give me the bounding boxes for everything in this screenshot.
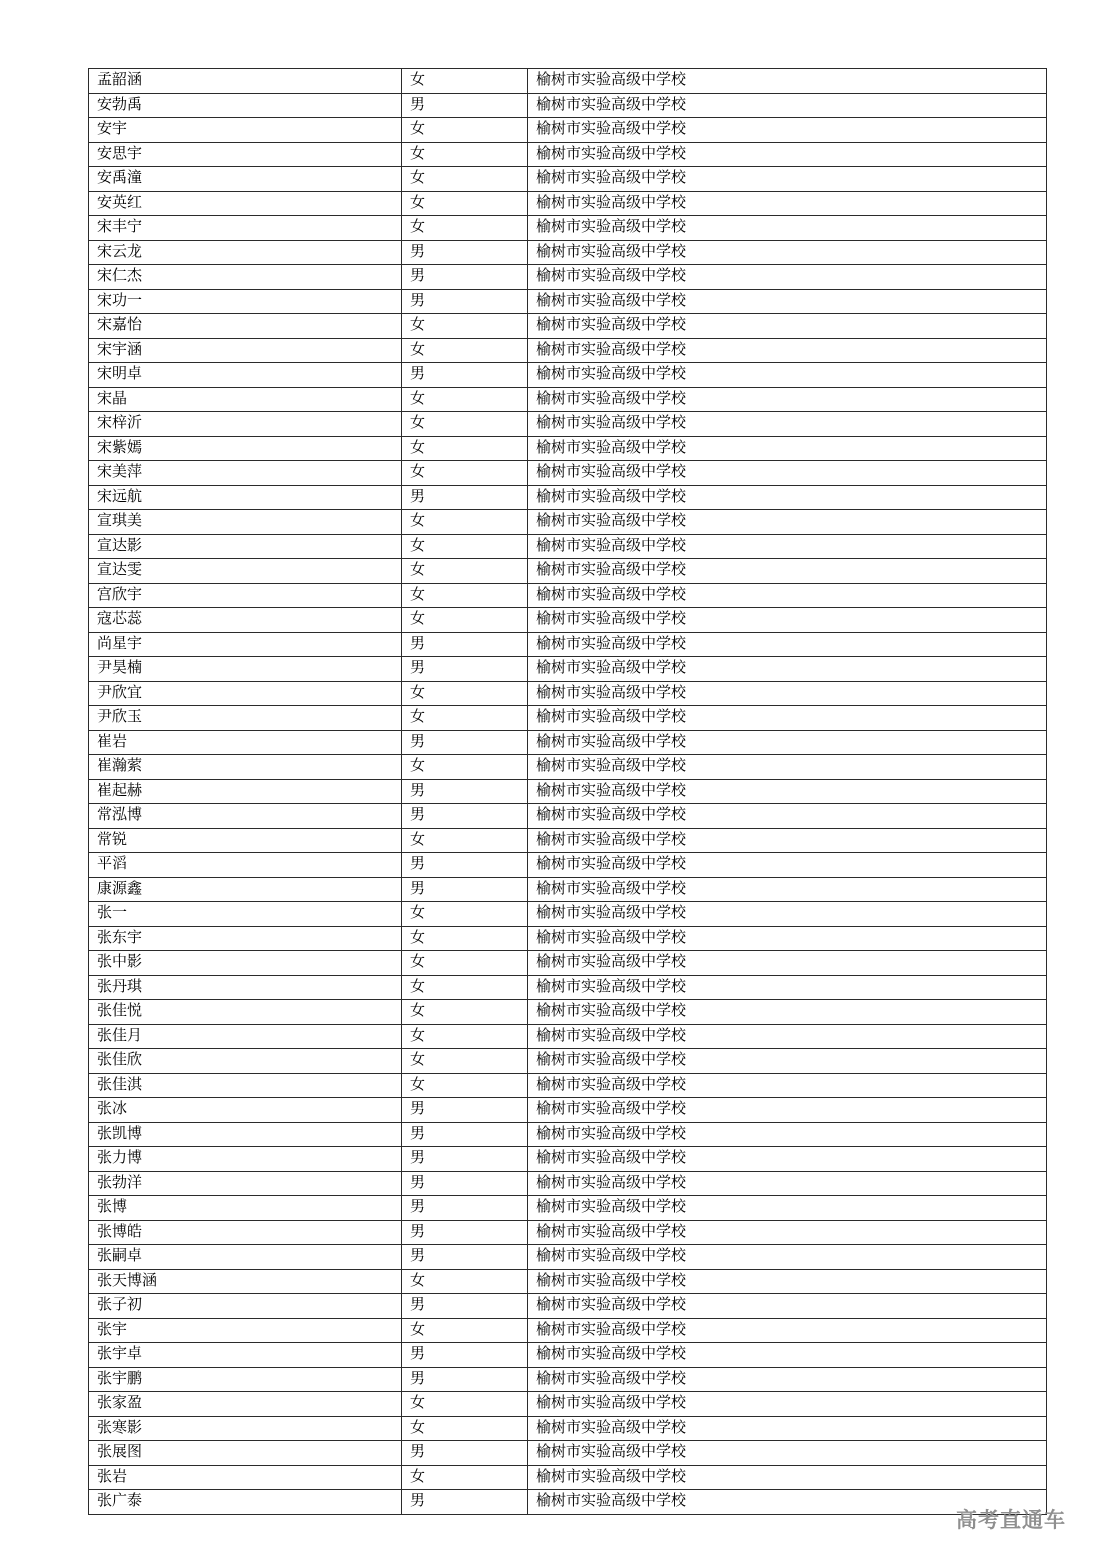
student-name-cell: 康源鑫 [89,877,402,902]
student-gender-cell: 男 [402,1220,528,1245]
student-school-cell: 榆树市实验高级中学校 [528,1343,1047,1368]
student-gender-cell: 女 [402,118,528,143]
student-name-cell: 安英红 [89,191,402,216]
table-row [89,1171,1047,1196]
watermark-text: 高考直通车 [956,1509,1066,1532]
table-row [89,951,1047,976]
table-row [89,828,1047,853]
table-row [89,779,1047,804]
table-row [89,1122,1047,1147]
student-school-cell: 榆树市实验高级中学校 [528,681,1047,706]
student-name-cell: 张东宇 [89,926,402,951]
student-school-cell: 榆树市实验高级中学校 [528,853,1047,878]
student-name-cell: 安禹潼 [89,167,402,192]
student-school-cell: 榆树市实验高级中学校 [528,265,1047,290]
student-gender-cell: 女 [402,461,528,486]
student-gender-cell: 女 [402,681,528,706]
student-name-cell: 张子初 [89,1294,402,1319]
student-name-cell: 张勃洋 [89,1171,402,1196]
student-school-cell: 榆树市实验高级中学校 [528,534,1047,559]
student-school-cell: 榆树市实验高级中学校 [528,289,1047,314]
student-gender-cell: 男 [402,93,528,118]
student-name-cell: 宣达雯 [89,559,402,584]
table-row [89,1441,1047,1466]
student-school-cell: 榆树市实验高级中学校 [528,951,1047,976]
student-gender-cell: 男 [402,853,528,878]
table-row [89,93,1047,118]
student-gender-cell: 女 [402,412,528,437]
student-school-cell: 榆树市实验高级中学校 [528,387,1047,412]
student-gender-cell: 女 [402,1392,528,1417]
student-name-cell: 张寒影 [89,1416,402,1441]
table-row [89,1392,1047,1417]
student-school-cell: 榆树市实验高级中学校 [528,632,1047,657]
student-gender-cell: 女 [402,706,528,731]
student-school-cell: 榆树市实验高级中学校 [528,559,1047,584]
student-school-cell: 榆树市实验高级中学校 [528,1147,1047,1172]
student-name-cell: 尹昊楠 [89,657,402,682]
student-school-cell: 榆树市实验高级中学校 [528,1000,1047,1025]
table-row [89,657,1047,682]
student-name-cell: 宋嘉怡 [89,314,402,339]
student-gender-cell: 女 [402,926,528,951]
student-name-cell: 尹欣宜 [89,681,402,706]
student-gender-cell: 女 [402,1416,528,1441]
student-name-cell: 平滔 [89,853,402,878]
student-gender-cell: 男 [402,265,528,290]
student-gender-cell: 男 [402,804,528,829]
student-gender-cell: 女 [402,1465,528,1490]
student-name-cell: 张冰 [89,1098,402,1123]
student-school-cell: 榆树市实验高级中学校 [528,657,1047,682]
student-name-cell: 张家盈 [89,1392,402,1417]
student-gender-cell: 女 [402,69,528,94]
table-row [89,485,1047,510]
table-row [89,632,1047,657]
student-gender-cell: 男 [402,877,528,902]
student-school-cell: 榆树市实验高级中学校 [528,1490,1047,1515]
table-row [89,1294,1047,1319]
student-gender-cell: 女 [402,755,528,780]
table-row [89,69,1047,94]
student-school-cell: 榆树市实验高级中学校 [528,1245,1047,1270]
student-gender-cell: 女 [402,975,528,1000]
student-gender-cell: 女 [402,142,528,167]
student-name-cell: 宋紫嫣 [89,436,402,461]
table-row [89,559,1047,584]
student-school-cell: 榆树市实验高级中学校 [528,1416,1047,1441]
student-gender-cell: 女 [402,828,528,853]
table-row [89,314,1047,339]
student-name-cell: 张博皓 [89,1220,402,1245]
student-school-cell: 榆树市实验高级中学校 [528,1098,1047,1123]
table-row [89,436,1047,461]
student-school-cell: 榆树市实验高级中学校 [528,1049,1047,1074]
table-row [89,142,1047,167]
student-gender-cell: 男 [402,1122,528,1147]
table-row [89,167,1047,192]
student-name-cell: 常锐 [89,828,402,853]
student-school-cell: 榆树市实验高级中学校 [528,1269,1047,1294]
student-name-cell: 宋梓沂 [89,412,402,437]
table-row [89,608,1047,633]
table-row [89,975,1047,1000]
student-school-cell: 榆树市实验高级中学校 [528,1024,1047,1049]
student-gender-cell: 女 [402,902,528,927]
student-name-cell: 张嗣卓 [89,1245,402,1270]
student-school-cell: 榆树市实验高级中学校 [528,804,1047,829]
student-name-cell: 宋宇涵 [89,338,402,363]
table-row [89,706,1047,731]
student-name-cell: 宋功一 [89,289,402,314]
student-name-cell: 尹欣玉 [89,706,402,731]
student-name-cell: 崔起赫 [89,779,402,804]
student-gender-cell: 女 [402,510,528,535]
student-name-cell: 张广泰 [89,1490,402,1515]
student-school-cell: 榆树市实验高级中学校 [528,338,1047,363]
student-gender-cell: 男 [402,1147,528,1172]
table-row [89,118,1047,143]
student-school-cell: 榆树市实验高级中学校 [528,191,1047,216]
student-name-cell: 宋晶 [89,387,402,412]
student-gender-cell: 女 [402,436,528,461]
student-school-cell: 榆树市实验高级中学校 [528,975,1047,1000]
student-gender-cell: 男 [402,779,528,804]
table-row [89,1490,1047,1515]
table-row [89,1000,1047,1025]
table-row [89,755,1047,780]
table-row [89,1073,1047,1098]
student-gender-cell: 男 [402,1367,528,1392]
student-gender-cell: 男 [402,1171,528,1196]
student-gender-cell: 女 [402,1318,528,1343]
student-gender-cell: 男 [402,289,528,314]
student-school-cell: 榆树市实验高级中学校 [528,755,1047,780]
table-row [89,338,1047,363]
table-row [89,1024,1047,1049]
student-name-cell: 宋云龙 [89,240,402,265]
table-row [89,265,1047,290]
student-name-cell: 尚星宇 [89,632,402,657]
student-name-cell: 崔岩 [89,730,402,755]
student-school-cell: 榆树市实验高级中学校 [528,363,1047,388]
student-school-cell: 榆树市实验高级中学校 [528,1122,1047,1147]
table-row [89,1367,1047,1392]
student-name-cell: 常泓博 [89,804,402,829]
student-school-cell: 榆树市实验高级中学校 [528,510,1047,535]
table-row [89,1049,1047,1074]
student-name-cell: 张宇鹏 [89,1367,402,1392]
table-row [89,461,1047,486]
student-gender-cell: 女 [402,559,528,584]
student-gender-cell: 男 [402,1294,528,1319]
student-gender-cell: 女 [402,338,528,363]
student-name-cell: 张天博涵 [89,1269,402,1294]
student-school-cell: 榆树市实验高级中学校 [528,436,1047,461]
table-row [89,240,1047,265]
student-name-cell: 安宇 [89,118,402,143]
student-name-cell: 张佳淇 [89,1073,402,1098]
student-name-cell: 张博 [89,1196,402,1221]
student-school-cell: 榆树市实验高级中学校 [528,461,1047,486]
student-school-cell: 榆树市实验高级中学校 [528,216,1047,241]
student-school-cell: 榆树市实验高级中学校 [528,877,1047,902]
student-name-cell: 崔瀚萦 [89,755,402,780]
student-gender-cell: 男 [402,1245,528,1270]
student-name-cell: 张凯博 [89,1122,402,1147]
student-school-cell: 榆树市实验高级中学校 [528,314,1047,339]
student-gender-cell: 女 [402,1049,528,1074]
table-row [89,1269,1047,1294]
student-school-cell: 榆树市实验高级中学校 [528,583,1047,608]
student-gender-cell: 男 [402,1441,528,1466]
table-row [89,1098,1047,1123]
student-school-cell: 榆树市实验高级中学校 [528,1465,1047,1490]
table-row [89,730,1047,755]
student-name-cell: 安思宇 [89,142,402,167]
table-row [89,804,1047,829]
student-gender-cell: 男 [402,657,528,682]
table-row [89,1343,1047,1368]
student-school-cell: 榆树市实验高级中学校 [528,142,1047,167]
table-row [89,216,1047,241]
student-gender-cell: 男 [402,632,528,657]
student-name-cell: 宋远航 [89,485,402,510]
student-list-table-container [88,68,1047,1515]
student-name-cell: 张佳欣 [89,1049,402,1074]
table-row [89,387,1047,412]
table-row [89,412,1047,437]
student-gender-cell: 女 [402,167,528,192]
student-school-cell: 榆树市实验高级中学校 [528,93,1047,118]
student-name-cell: 张岩 [89,1465,402,1490]
student-name-cell: 张佳月 [89,1024,402,1049]
student-table-body [89,69,1047,1515]
student-name-cell: 宋美萍 [89,461,402,486]
student-school-cell: 榆树市实验高级中学校 [528,1441,1047,1466]
student-name-cell: 张佳悦 [89,1000,402,1025]
student-gender-cell: 女 [402,1000,528,1025]
student-name-cell: 张中影 [89,951,402,976]
table-row [89,1245,1047,1270]
table-row [89,1147,1047,1172]
table-row [89,1465,1047,1490]
student-school-cell: 榆树市实验高级中学校 [528,1294,1047,1319]
student-gender-cell: 男 [402,1098,528,1123]
student-gender-cell: 男 [402,1343,528,1368]
student-school-cell: 榆树市实验高级中学校 [528,1220,1047,1245]
student-name-cell: 宋丰宁 [89,216,402,241]
student-school-cell: 榆树市实验高级中学校 [528,828,1047,853]
table-row [89,926,1047,951]
table-row [89,877,1047,902]
student-gender-cell: 男 [402,1196,528,1221]
student-gender-cell: 男 [402,485,528,510]
table-row [89,583,1047,608]
student-name-cell: 张丹琪 [89,975,402,1000]
student-school-cell: 榆树市实验高级中学校 [528,902,1047,927]
student-name-cell: 张一 [89,902,402,927]
student-name-cell: 张力博 [89,1147,402,1172]
student-name-cell: 张宇卓 [89,1343,402,1368]
table-row [89,902,1047,927]
table-row [89,681,1047,706]
student-school-cell: 榆树市实验高级中学校 [528,118,1047,143]
student-gender-cell: 女 [402,1073,528,1098]
student-gender-cell: 女 [402,583,528,608]
table-row [89,289,1047,314]
table-row [89,510,1047,535]
student-name-cell: 宋仁杰 [89,265,402,290]
table-row [89,1220,1047,1245]
student-school-cell: 榆树市实验高级中学校 [528,69,1047,94]
student-name-cell: 张宇 [89,1318,402,1343]
student-gender-cell: 男 [402,240,528,265]
table-row [89,1318,1047,1343]
student-school-cell: 榆树市实验高级中学校 [528,608,1047,633]
student-gender-cell: 女 [402,1269,528,1294]
student-school-cell: 榆树市实验高级中学校 [528,706,1047,731]
student-school-cell: 榆树市实验高级中学校 [528,1171,1047,1196]
table-row [89,363,1047,388]
student-school-cell: 榆树市实验高级中学校 [528,1196,1047,1221]
student-name-cell: 宣琪美 [89,510,402,535]
table-row [89,1196,1047,1221]
student-name-cell: 寇芯蕊 [89,608,402,633]
student-gender-cell: 男 [402,1490,528,1515]
student-school-cell: 榆树市实验高级中学校 [528,926,1047,951]
student-school-cell: 榆树市实验高级中学校 [528,485,1047,510]
student-school-cell: 榆树市实验高级中学校 [528,1073,1047,1098]
student-name-cell: 宣达影 [89,534,402,559]
student-list-table [88,68,1047,1515]
student-school-cell: 榆树市实验高级中学校 [528,1318,1047,1343]
student-name-cell: 宫欣宇 [89,583,402,608]
student-gender-cell: 女 [402,191,528,216]
table-row [89,534,1047,559]
student-school-cell: 榆树市实验高级中学校 [528,240,1047,265]
student-gender-cell: 女 [402,216,528,241]
student-gender-cell: 女 [402,314,528,339]
student-name-cell: 孟韶涵 [89,69,402,94]
student-gender-cell: 女 [402,534,528,559]
student-name-cell: 张展图 [89,1441,402,1466]
student-gender-cell: 女 [402,951,528,976]
student-gender-cell: 男 [402,730,528,755]
student-school-cell: 榆树市实验高级中学校 [528,1392,1047,1417]
student-school-cell: 榆树市实验高级中学校 [528,1367,1047,1392]
student-gender-cell: 女 [402,1024,528,1049]
student-school-cell: 榆树市实验高级中学校 [528,412,1047,437]
table-row [89,191,1047,216]
table-row [89,853,1047,878]
student-name-cell: 安勃禹 [89,93,402,118]
student-school-cell: 榆树市实验高级中学校 [528,779,1047,804]
student-gender-cell: 女 [402,387,528,412]
student-gender-cell: 男 [402,363,528,388]
student-gender-cell: 女 [402,608,528,633]
student-school-cell: 榆树市实验高级中学校 [528,167,1047,192]
student-school-cell: 榆树市实验高级中学校 [528,730,1047,755]
student-name-cell: 宋明卓 [89,363,402,388]
table-row [89,1416,1047,1441]
